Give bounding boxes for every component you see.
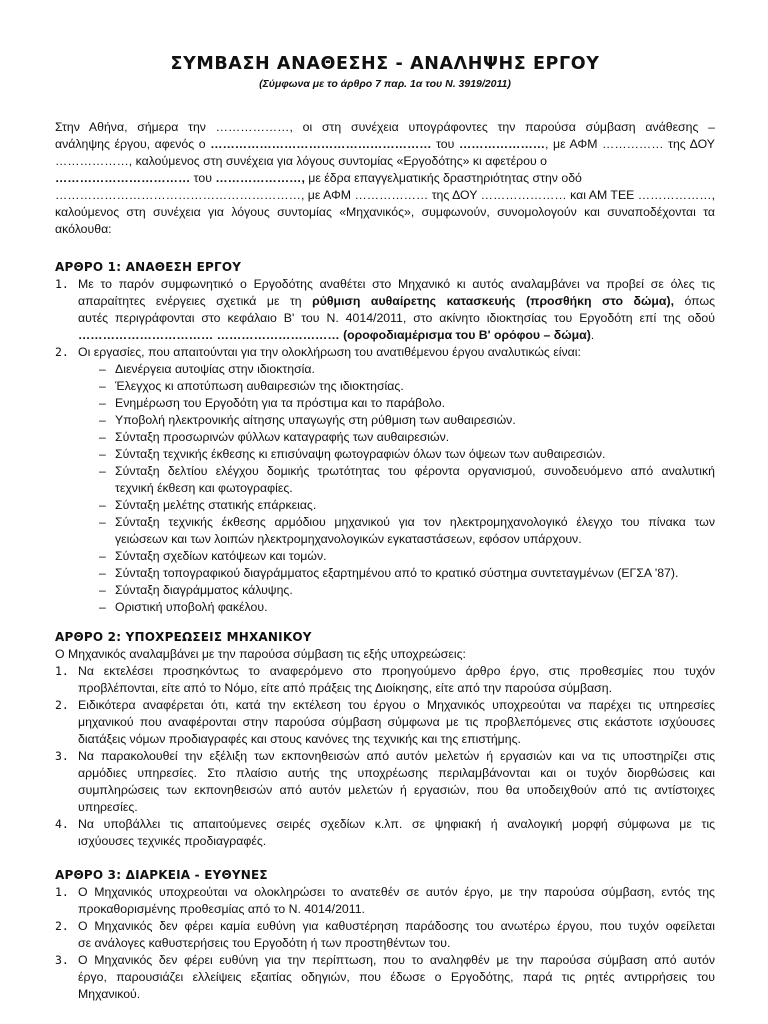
numbered-item (55, 918, 715, 952)
numbered-item (55, 748, 715, 816)
task-line: Σύνταξη δελτίου ελέγχου δομικής τρωτότητας του φέροντα οργανισμού, συνοδευόμενο από αναλυτική (115, 464, 715, 478)
task-line: Διενέργεια αυτοψίας στην ιδιοκτησία. (115, 362, 315, 376)
item-line: Ειδικότερα αναφέρεται ότι, κατά την εκτέλεση του έργου ο Μηχανικός υποχρεούται να παρέχει τις υπηρεσίες (78, 698, 715, 712)
article-1-item-2 (55, 344, 715, 616)
dash-bullet: – (99, 362, 106, 376)
intro-line: ακόλουθα: (55, 222, 112, 236)
numbered-item (55, 884, 715, 918)
item-number: 4. (55, 817, 69, 831)
item-line: Μηχανικού. (78, 987, 141, 1001)
task-item (78, 361, 715, 378)
dash-bullet: – (99, 430, 106, 444)
item-line: απαραίτητες ενέργειες σχετικά με τη ρύθμιση αυθαίρετης κατασκευής (προσθήκη στο δώμα), όπως (78, 294, 715, 308)
item-line: αυτές περιγράφονται στο κεφάλαιο Β' του Ν. 4014/2011, στο ακίνητο ιδιοκτησίας του Εργοδότη επί της οδού (78, 311, 715, 325)
item-number: 1. (55, 664, 69, 678)
task-item (78, 395, 715, 412)
intro-line: ………………, καλούμενος στη συνέχεια για λόγους συντομίας «Εργοδότης» κι αφετέρου ο (55, 154, 547, 168)
article-1-heading: ΑΡΘΡΟ 1: ΑΝΑΘΕΣΗ ΕΡΓΟΥ (55, 260, 242, 274)
task-line: Σύνταξη τεχνικής έκθεσης αρμόδιου μηχανικού για τον ηλεκτρομηχανολογικό έλεγχο του πίνακα των (115, 515, 715, 529)
item-number: 1. (55, 885, 69, 899)
item-number: 1. (55, 277, 69, 291)
item-line: Με το παρόν συμφωνητικό ο Εργοδότης αναθέτει στο Μηχανικό κι αυτός αναλαμβάνει να προβεί σε όλες τις (78, 277, 715, 291)
article-3-list (55, 884, 715, 1003)
item-line: Να εκτελέσει προσηκόντως το αναφερόμενο στο προηγούμενο άρθρο έργο, στις προθεσμίες που τυχόν (78, 664, 715, 678)
item-line: έργο, παρουσιάζει ελλείψεις εξαιτίας οδηγιών, που έδωσε ο Εργοδότης, παρά τις ρητές αντιρρήσεις του (78, 970, 715, 984)
dash-bullet: – (99, 600, 106, 614)
item-number: 2. (55, 919, 69, 933)
task-item (78, 412, 715, 429)
task-item (78, 429, 715, 446)
task-line: Έλεγχος κι αποτύπωση αυθαιρεσιών της ιδιοκτησίας. (115, 379, 404, 393)
item-line: Να παρακολουθεί την εξέλιξη των εκπονηθεισών από αυτόν μελετών ή εργασιών και να τις υποστηρίζει στις (78, 749, 715, 763)
article-2-section (55, 629, 715, 850)
item-number: 3. (55, 953, 69, 967)
intro-paragraph (55, 119, 715, 238)
item-line: Να υποβάλλει τις απαιτούμενες σειρές σχεδίων κ.λπ. σε ψηφιακή ή αναλογική μορφή σύμφωνα με τις (78, 817, 715, 831)
intro-line: ……………………………………………………, με ΑΦΜ ……………… της ΔΟΥ ………………… και ΑΜ ΤΕΕ ………………, (55, 188, 715, 202)
article-1-section (55, 259, 715, 616)
task-item (78, 446, 715, 463)
task-line: Σύνταξη τοπογραφικού διαγράμματος εξαρτημένου από το κρατικό σύστημα συντεταγμένων (ΕΓΣΑ '87). (115, 566, 679, 580)
task-item (78, 582, 715, 599)
dash-bullet: – (99, 396, 106, 410)
item-line: προβλέπονται, είτε από το Νόμο, είτε από πράξεις της Διοίκησης, είτε από την παρούσα σύμβαση. (78, 681, 613, 695)
dash-bullet: – (99, 583, 106, 597)
item-number: 2. (55, 698, 69, 712)
task-item (78, 514, 715, 548)
dash-bullet: – (99, 413, 106, 427)
document-page (55, 53, 715, 1003)
numbered-item (55, 816, 715, 850)
item-line: Ο Μηχανικός υποχρεούται να ολοκληρώσει το ανατεθέν σε αυτόν έργο, με την παρούσα σύμβαση, εντός της (78, 885, 715, 899)
item-line: υπηρεσίες. (78, 800, 138, 814)
task-list (78, 361, 715, 616)
item-line: Ο Μηχανικός δεν φέρει καμία ευθύνη για καθυστέρηση παράδοσης του ανωτέρω έργου, που τυχόν οφείλεται (78, 919, 715, 933)
task-item (78, 497, 715, 514)
item-line: διατάξεις νόμων προδιαγραφές και στους κανόνες της τεχνικής και της επιστήμης. (78, 732, 521, 746)
item-line: Ο Μηχανικός δεν φέρει ευθύνη για την περίπτωση, που το αναληφθέν με την παρούσα σύμβαση από αυτόν (78, 953, 715, 967)
dash-bullet: – (99, 379, 106, 393)
intro-line: …………………………… του …………………, με έδρα επαγγελματικής δραστηριότητας στην οδό (55, 171, 582, 185)
dash-bullet: – (99, 515, 106, 529)
item-line: …………………………… ………………………… (οροφοδιαμέρισμα του Β' ορόφου – δώμα). (78, 328, 595, 342)
task-line: Σύνταξη διαγράμματος κάλυψης. (115, 583, 293, 597)
item-line: προκαθορισμένης προθεσμίας από το Ν. 4014/2011. (78, 902, 365, 916)
document-subtitle: (Σύμφωνα με το άρθρο 7 παρ. 1α του Ν. 3919/2011) (259, 78, 511, 90)
task-line: Σύνταξη τεχνικής έκθεσης κι επισύναψη φωτογραφιών όλων των όψεων των αυθαιρεσιών. (115, 447, 606, 461)
item-line: ισχύουσες τεχνικές προδιαγραφές. (78, 834, 267, 848)
item-line: αρμόδιες υπηρεσίες. Στο πλαίσιο αυτής της υποχρέωσης περιλαμβάνονται και οι τυχόν διορθώσεις και (78, 766, 715, 780)
dash-bullet: – (99, 447, 106, 461)
task-line: Σύνταξη μελέτης στατικής επάρκειας. (115, 498, 317, 512)
task-item (78, 599, 715, 616)
intro-line: Στην Αθήνα, σήμερα την ………………, οι στη συνέχεια υπογράφοντες την παρούσα σύμβαση ανάθεσης – (55, 120, 715, 134)
article-3-heading: ΑΡΘΡΟ 3: ΔΙΑΡΚΕΙΑ - ΕΥΘΥΝΕΣ (55, 868, 268, 882)
task-line: Ενημέρωση του Εργοδότη για τα πρόστιμα και το παράβολο. (115, 396, 446, 410)
dash-bullet: – (99, 566, 106, 580)
task-line: Οριστική υποβολή φακέλου. (115, 600, 268, 614)
task-item (78, 463, 715, 497)
task-line: Σύνταξη προσωρινών φύλλων καταγραφής των αυθαιρεσιών. (115, 430, 450, 444)
article-1-item-1 (55, 276, 715, 344)
article-2-list (55, 663, 715, 850)
task-item (78, 378, 715, 395)
numbered-item (55, 952, 715, 1003)
document-title: ΣΥΜΒΑΣΗ ΑΝΑΘΕΣΗΣ - ΑΝΑΛΗΨΗΣ ΕΡΓΟΥ (170, 54, 600, 74)
item-line: Οι εργασίες, που απαιτούνται για την ολοκλήρωση του ανατιθέμενου έργου αναλυτικώς είναι: (78, 345, 581, 359)
item-number: 3. (55, 749, 69, 763)
task-item (78, 548, 715, 565)
dash-bullet: – (99, 464, 106, 478)
dash-bullet: – (99, 549, 106, 563)
task-line: τεχνική έκθεση και φωτογραφίες. (115, 481, 293, 495)
intro-line: καλούμενος στη συνέχεια για λόγους συντομίας «Μηχανικός», συμφωνούν, συνομολογούν και συναποδέχονται τα (55, 205, 715, 219)
item-line: μηχανικού που αναφέρονται στην παρούσα σύμβαση σύμφωνα με τις προβλεπόμενες στις εκάστοτε ισχύουσες (78, 715, 715, 729)
task-line: γειώσεων και των λοιπών ηλεκτρομηχανολογικών εγκαταστάσεων, εφόσον υπάρχουν. (115, 532, 582, 546)
dash-bullet: – (99, 498, 106, 512)
article-2-lead: Ο Μηχανικός αναλαμβάνει με την παρούσα σύμβαση τις εξής υποχρεώσεις: (55, 647, 466, 661)
item-number: 2. (55, 345, 69, 359)
item-line: συμπληρώσεις των εκπονηθεισών από αυτόν μελετών ή εργασιών, που θα υποδειχθούν από τις αντίστοιχες (78, 783, 715, 797)
article-2-heading: ΑΡΘΡΟ 2: ΥΠΟΧΡΕΩΣΕΙΣ ΜΗΧΑΝΙΚΟΥ (55, 630, 312, 644)
task-line: Σύνταξη σχεδίων κατόψεων και τομών. (115, 549, 327, 563)
task-line: Υποβολή ηλεκτρονικής αίτησης υπαγωγής στη ρύθμιση των αυθαιρεσιών. (115, 413, 516, 427)
numbered-item (55, 663, 715, 697)
task-item (78, 565, 715, 582)
article-3-section (55, 867, 715, 1003)
item-line: σε ανάλογες καθυστερήσεις του Εργοδότη ή των προστηθέντων του. (78, 936, 451, 950)
intro-line: ανάληψης έργου, αφενός ο ……………………………………………… του …………………, με ΑΦΜ …………… της ΔΟΥ (55, 137, 715, 151)
numbered-item (55, 697, 715, 748)
